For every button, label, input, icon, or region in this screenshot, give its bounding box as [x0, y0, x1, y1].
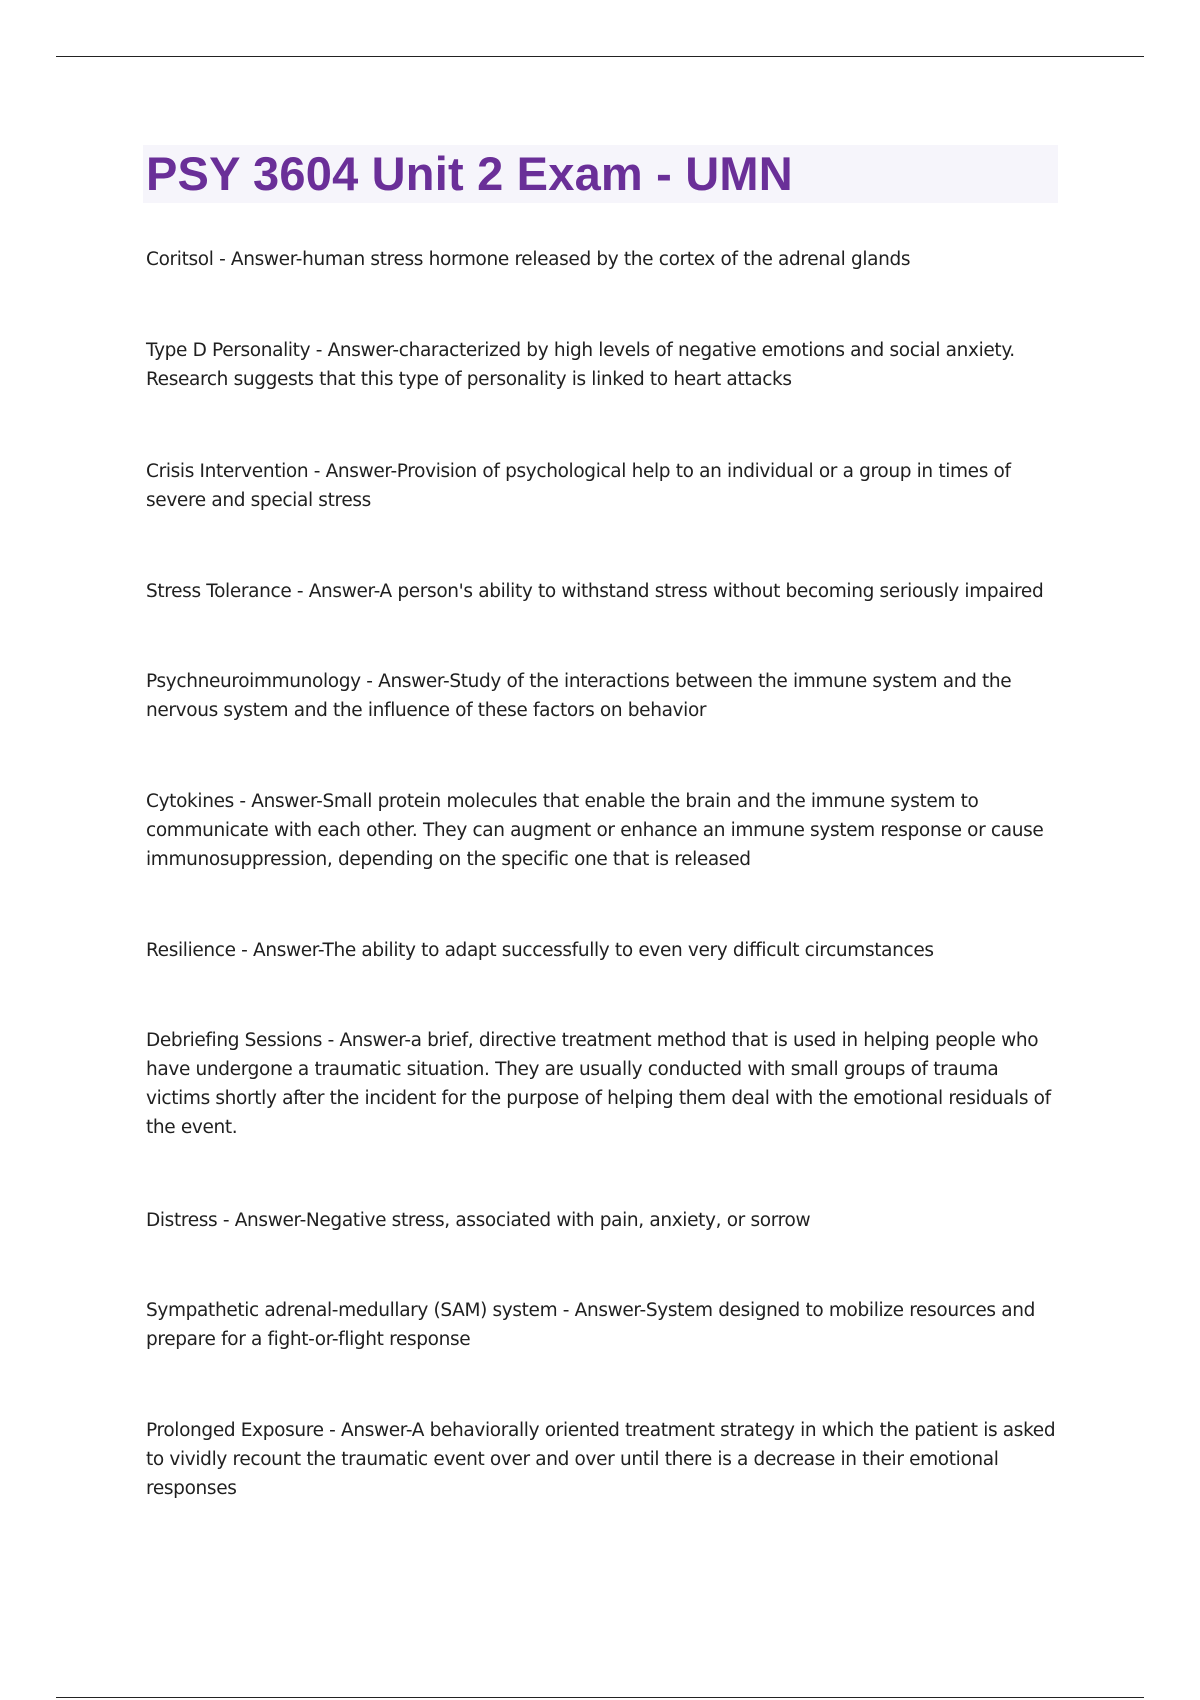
top-rule: [56, 56, 1144, 57]
term-entry-cortisol: Coritsol - Answer-human stress hormone released by the cortex of the adrenal glands: [146, 249, 911, 270]
term-entry-resilience: Resilience - Answer-The ability to adapt successfully to even very difficult circumstances: [146, 940, 934, 961]
term-entry-type-d-personality: Type D Personality - Answer-characterized by high levels of negative emotions and social anxiety. Research suggests that this type of personality is linked to heart attacks: [146, 340, 1015, 390]
term-entry-sam-system: Sympathetic adrenal-medullary (SAM) system - Answer-System designed to mobilize resources and prepare for a fight-or-flight response: [146, 1300, 1035, 1350]
term-entry-prolonged-exposure: Prolonged Exposure - Answer-A behaviorally oriented treatment strategy in which the patient is asked to vividly recount the traumatic event over and over until there is a decrease in their emotional responses: [146, 1420, 1056, 1499]
term-entry-crisis-intervention: Crisis Intervention - Answer-Provision of psychological help to an individual or a group in times of severe and special stress: [146, 461, 1011, 511]
term-entry-stress-tolerance: Stress Tolerance - Answer-A person's ability to withstand stress without becoming seriously impaired: [146, 581, 1044, 602]
bottom-rule: [56, 1697, 1144, 1698]
term-entry-psychoneuroimmunology: Psychneuroimmunology - Answer-Study of the interactions between the immune system and the nervous system and the influence of these factors on behavior: [146, 671, 1012, 721]
page-title: PSY 3604 Unit 2 Exam - UMN: [146, 147, 793, 200]
term-entry-debriefing-sessions: Debriefing Sessions - Answer-a brief, directive treatment method that is used in helping people who have undergone a traumatic situation. They are usually conducted with small groups of trauma victims shortly after the incident for the purpose of helping them deal with the emotional residuals of the event.: [146, 1030, 1051, 1138]
term-entry-distress: Distress - Answer-Negative stress, associated with pain, anxiety, or sorrow: [146, 1210, 811, 1231]
term-entry-cytokines: Cytokines - Answer-Small protein molecules that enable the brain and the immune system to communicate with each other. They can augment or enhance an immune system response or cause immunosuppression, depending on the specific one that is released: [146, 791, 1044, 870]
